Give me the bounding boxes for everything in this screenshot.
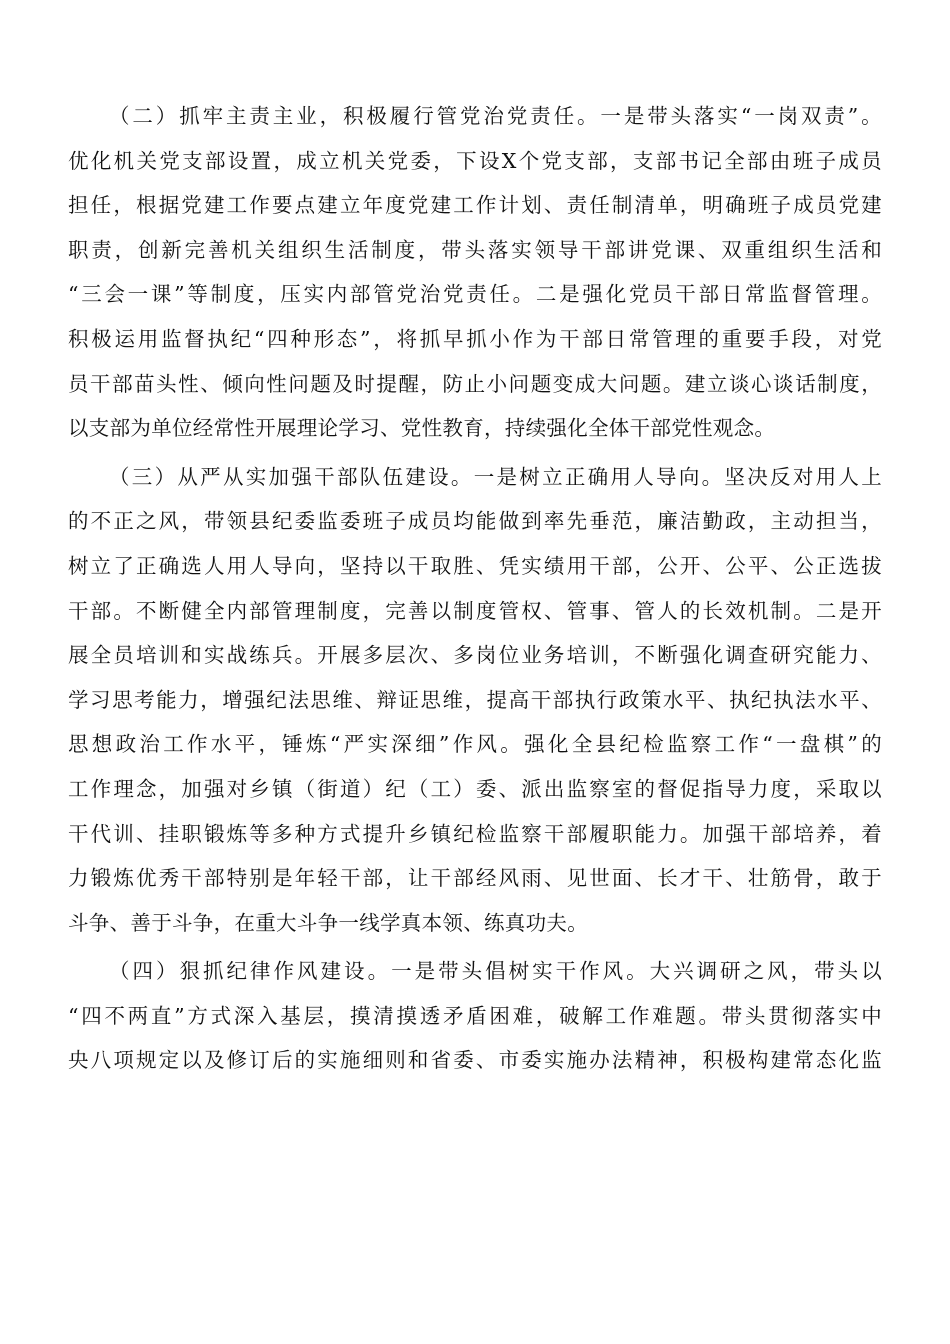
- text-line: 力锻炼优秀干部特别是年轻干部，让干部经风雨、见世面、长才干、壮筋骨，敢于: [68, 866, 882, 891]
- text-line: 积极运用监督执纪“四种形态”，将抓早抓小作为干部日常管理的重要手段，对党: [68, 326, 882, 351]
- text-line: 展全员培训和实战练兵。开展多层次、多岗位业务培训，不断强化调查研究能力、: [68, 643, 882, 668]
- text-line: 学习思考能力，增强纪法思维、辩证思维，提高干部执行政策水平、执纪执法水平、: [68, 687, 882, 712]
- text-line: 央八项规定以及修订后的实施细则和省委、市委实施办法精神，积极构建常态化监: [68, 1048, 882, 1073]
- paragraph-discipline-style: [68, 949, 882, 1083]
- text-line: 的不正之风，带领县纪委监委班子成员均能做到率先垂范，廉洁勤政，主动担当，: [68, 509, 882, 534]
- text-line: 思想政治工作水平，锤炼“严实深细”作风。强化全县纪检监察工作“一盘棋”的: [68, 732, 882, 757]
- text-line: “三会一课”等制度，压实内部管党治党责任。二是强化党员干部日常监督管理。: [68, 282, 882, 307]
- text-line: 干部。不断健全内部管理制度，完善以制度管权、管事、管人的长效机制。二是开: [68, 598, 882, 623]
- text-line: 树立了正确选人用人导向，坚持以干取胜、凭实绩用干部，公开、公平、公正选拔: [68, 553, 882, 578]
- paragraph-cadre-team: [68, 455, 882, 946]
- text-line: （四）狠抓纪律作风建设。一是带头倡树实干作风。大兴调研之风，带头以: [109, 959, 882, 984]
- text-line: 职责，创新完善机关组织生活制度，带头落实领导干部讲党课、双重组织生活和: [68, 237, 882, 262]
- text-line: “四不两直”方式深入基层，摸清摸透矛盾困难，破解工作难题。带头贯彻落实中: [68, 1003, 882, 1028]
- paragraph-party-responsibility: [68, 94, 882, 451]
- text-line: 斗争、善于斗争，在重大斗争一线学真本领、练真功夫。: [68, 910, 588, 935]
- text-line: 员干部苗头性、倾向性问题及时提醒，防止小问题变成大问题。建立谈心谈话制度，: [68, 371, 882, 396]
- text-line: （三）从严从实加强干部队伍建设。一是树立正确用人导向。坚决反对用人上: [109, 464, 882, 489]
- text-line: 担任，根据党建工作要点建立年度党建工作计划、责任制清单，明确班子成员党建: [68, 193, 882, 218]
- text-line: 工作理念，加强对乡镇（街道）纪（工）委、派出监察室的督促指导力度，采取以: [68, 776, 882, 801]
- text-line: 干代训、挂职锻炼等多种方式提升乡镇纪检监察干部履职能力。加强干部培养，着: [68, 821, 882, 846]
- text-line: 优化机关党支部设置，成立机关党委，下设X个党支部，支部书记全部由班子成员: [68, 148, 882, 173]
- document-body: [68, 94, 882, 1087]
- text-line: （二）抓牢主责主业，积极履行管党治党责任。一是带头落实“一岗双责”。: [109, 104, 882, 128]
- text-line: 以支部为单位经常性开展理论学习、党性教育，持续强化全体干部党性观念。: [68, 416, 776, 441]
